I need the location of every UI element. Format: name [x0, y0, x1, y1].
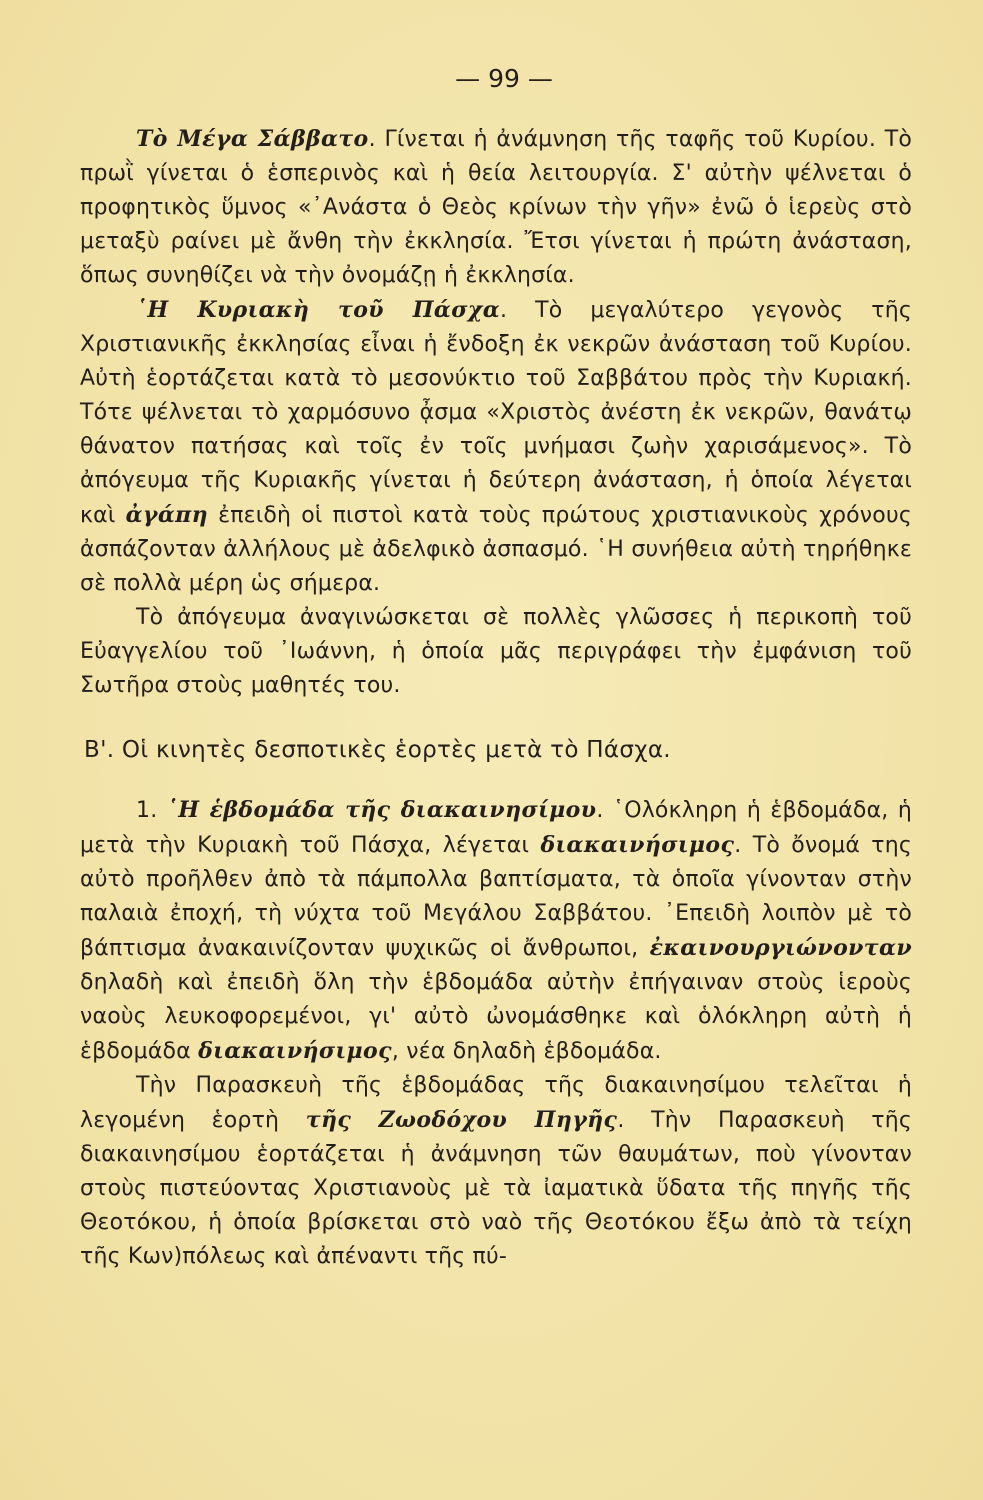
paragraph-life-giving-spring	[80, 1069, 912, 1274]
emphasized-term: διακαινήσιμος	[540, 832, 735, 858]
emphasized-term: ἐκαινουργιώνονταν	[649, 935, 912, 961]
emphasized-term: ἀγάπη	[125, 502, 209, 528]
paragraph-easter-sunday	[80, 293, 912, 601]
paragraph-text: . Γίνεται ἡ ἀνάμνηση τῆς ταφῆς τοῦ Κυρίου. Τὸ πρωῒ γίνεται ὁ ἑσπερινὸς καὶ ἡ θεία λειτουργία. Σ' αὐτὴν ψέλνεται ὁ προφητικὸς ὕμνος «᾿Ανάστα ὁ Θεὸς κρίνων τὴν γῆν» ἐνῶ ὁ ἱερεὺς στὸ μεταξὺ ραίνει μὲ ἄνθη τὴν ἐκκλησία. Ἔτσι γίνεται ἡ πρώτη ἀνάσταση, ὅπως συνηθίζει νὰ τὴν ὀνομάζῃ ἡ ἐκκλησία.	[80, 127, 912, 288]
paragraph-text: , νέα δηλαδὴ ἑβδομάδα.	[391, 1039, 662, 1064]
section-heading: Β'. Οἱ κινητὲς δεσποτικὲς ἑορτὲς μετὰ τὸ Πάσχα.	[84, 737, 671, 763]
emphasized-term: τῆς Ζωοδόχου Πηγῆς	[305, 1107, 618, 1133]
book-page	[80, 62, 912, 1274]
paragraph-text: . Τὸ μεγαλύτερο γεγονὸς τῆς Χριστιανικῆς ἐκκλησίας εἶναι ἡ ἔνδοξη ἐκ νεκρῶν ἀνάσταση τοῦ Κυρίου. Αὐτὴ ἑορτάζεται κατὰ τὸ μεσονύκτιο τοῦ Σαββάτου πρὸς τὴν Κυριακή. Τότε ψέλνεται τὸ χαρμόσυνο ᾆσμα «Χριστὸς ἀνέστη ἐκ νεκρῶν, θανάτῳ θάνατον πατήσας καὶ τοῖς ἐν τοῖς μνήμασι ζωὴν χαρισάμενος». Τὸ ἀπόγευμα τῆς Κυριακῆς γίνεται ἡ δεύτερη ἀνάσταση, ἡ ὁποία λέγεται καὶ	[80, 298, 913, 528]
paragraph-text: ἐπειδὴ οἱ πιστοὶ κατὰ τοὺς πρώτους χριστιανικοὺς χρόνους ἀσπάζονταν ἀλλήλους μὲ ἀδελφικὸ ἀσπασμό. ῾Η συνήθεια αὐτὴ τηρήθηκε σὲ πολλὰ μέρη ὡς σήμερα.	[80, 503, 912, 596]
paragraph-text: δηλαδὴ καὶ ἐπειδὴ ὅλη τὴν ἑβδομάδα αὐτὴν ἐπήγαιναν στοὺς ἱεροὺς ναοὺς λευκοφορεμένοι, γι' αὐτὸ ὠνομάσθηκε καὶ ὁλόκληρη αὐτὴ ἡ ἑβδομάδα	[80, 970, 912, 1064]
paragraph-text: Τὸ ἀπόγευμα ἀναγινώσκεται σὲ πολλὲς γλῶσσες ἡ περικοπὴ τοῦ Εὐαγγελίου τοῦ ᾿Ιωάννη, ἡ ὁποία μᾶς περιγράφει τὴν ἐμφάνιση τοῦ Σωτῆρα στοὺς μαθητές του.	[80, 605, 912, 698]
page-number: — 99 —	[455, 64, 553, 93]
paragraph-text: . Τὸ ὄνομά της αὐτὸ προῆλθεν ἀπὸ τὰ πάμπολλα βαπτίσματα, τὰ ὁποῖα γίνονταν στὴν παλαιὰ ἐποχή, τὴ νύχτα τοῦ Μεγάλου Σαββάτου. ᾿Επειδὴ λοιπὸν μὲ τὸ βάπτισμα ἀνακαινίζονταν ψυχικῶς οἱ ἄνθρωποι,	[80, 833, 913, 961]
emphasized-term: διακαινήσιμος	[198, 1038, 392, 1064]
paragraph-text: Τὴν Παρασκευὴ τῆς ἑβδομάδας τῆς διακαινησίμου τελεῖται ἡ λεγομένη ἑορτὴ	[80, 1073, 912, 1133]
heading-renewal-week: ῾Η ἑβδομάδα τῆς διακαινησίμου	[166, 797, 597, 823]
paragraph-renewal-week	[80, 793, 912, 1069]
paragraph-text: . ῾Ολόκληρη ἡ ἑβδομάδα, ἡ μετὰ τὴν Κυριακὴ τοῦ Πάσχα, λέγεται	[80, 798, 912, 858]
paragraph-gospel-reading	[80, 601, 912, 703]
heading-holy-saturday: Τὸ Μέγα Σάββατο	[136, 126, 369, 152]
item-number: 1.	[136, 798, 158, 823]
paragraph-text: . Τὴν Παρασκευὴ τῆς διακαινησίμου ἑορτάζεται ἡ ἀνάμνηση τῶν θαυμάτων, ποὺ γίνονταν στοὺς πιστεύοντας Χριστιανοὺς μὲ τὰ ἰαματικὰ ὕδατα τῆς πηγῆς τῆς Θεοτόκου, ἡ ὁποία βρίσκεται στὸ ναὸ τῆς Θεοτόκου ἔξω ἀπὸ τὰ τείχη τῆς Κων)πόλεως καὶ ἀπέναντι τῆς πύ-	[80, 1108, 912, 1269]
heading-easter-sunday: ῾Η Κυριακὴ τοῦ Πάσχα	[136, 297, 501, 323]
paragraph-holy-saturday	[80, 122, 912, 293]
